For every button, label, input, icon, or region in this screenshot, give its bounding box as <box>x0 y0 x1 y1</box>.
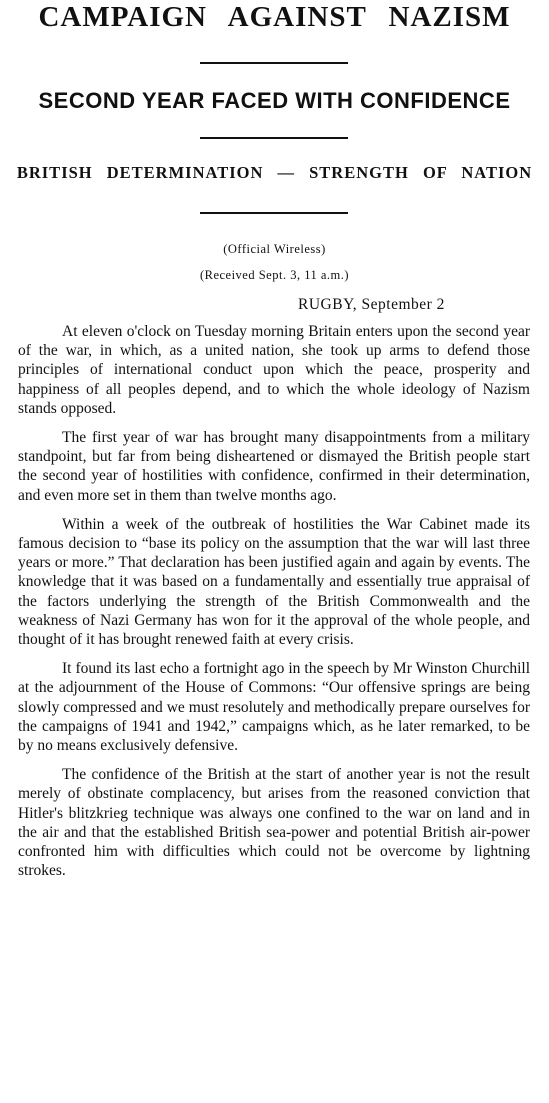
source-line: (Official Wireless) <box>223 242 326 256</box>
divider-rule <box>200 137 348 139</box>
divider-rule <box>200 212 348 214</box>
article-body <box>18 322 530 890</box>
paragraph: The first year of war has brought many disappointments from a military standpoint, but far from being disheartened or dismayed the British people start the second year of hostilities with confidence, confirmed in their determination, and even more set in them than twelve months ago. <box>18 429 530 504</box>
paragraph: At eleven o'clock on Tuesday morning Britain enters upon the second year of the war, in which, as a united nation, she took up arms to defend those principles of international conduct upon which the peace, prosperity and happiness of all peoples depend, and to which the whole ideology of Nazism stands opposed. <box>18 323 530 417</box>
divider-rule <box>200 62 348 64</box>
headline: CAMPAIGN AGAINST NAZISM <box>38 1 511 33</box>
paragraph: The confidence of the British at the start of another year is not the result merely of obstinate complacency, but arises from the reasoned conviction that Hitler's blitzkrieg technique was always one confined to the war on land and in the air and that the established British sea-power and potential British air-power confronted him with difficulties which could not be overcome by lightning strokes. <box>18 766 530 880</box>
dateline: RUGBY, September 2 <box>298 296 445 313</box>
received-line: (Received Sept. 3, 11 a.m.) <box>199 268 350 282</box>
deck-headline: BRITISH DETERMINATION — STRENGTH OF NATION <box>16 163 533 182</box>
paragraph: Within a week of the outbreak of hostilities the War Cabinet made its famous decision to “base its policy on the assumption that the war will last three years or more.” That declaration has been justified again and again by events. The knowledge that it was based on a fundamentally and essentially true appraisal of the factors underlying the strength of the British Commonwealth and the weakness of Nazi Germany has won for it the approval of the whole people, and thought of it has brought renewed faith at every crisis. <box>18 515 530 649</box>
paragraph: It found its last echo a fortnight ago in the speech by Mr Winston Churchill at the adjournment of the House of Commons: “Our offensive springs are being slowly compressed and we must resolutely and methodically prepare ourselves for the campaigns of 1941 and 1942,” campaigns which, as he later remarked, to be by no means exclusively defensive. <box>18 660 530 755</box>
subheadline: SECOND YEAR FACED WITH CONFIDENCE <box>38 88 511 113</box>
